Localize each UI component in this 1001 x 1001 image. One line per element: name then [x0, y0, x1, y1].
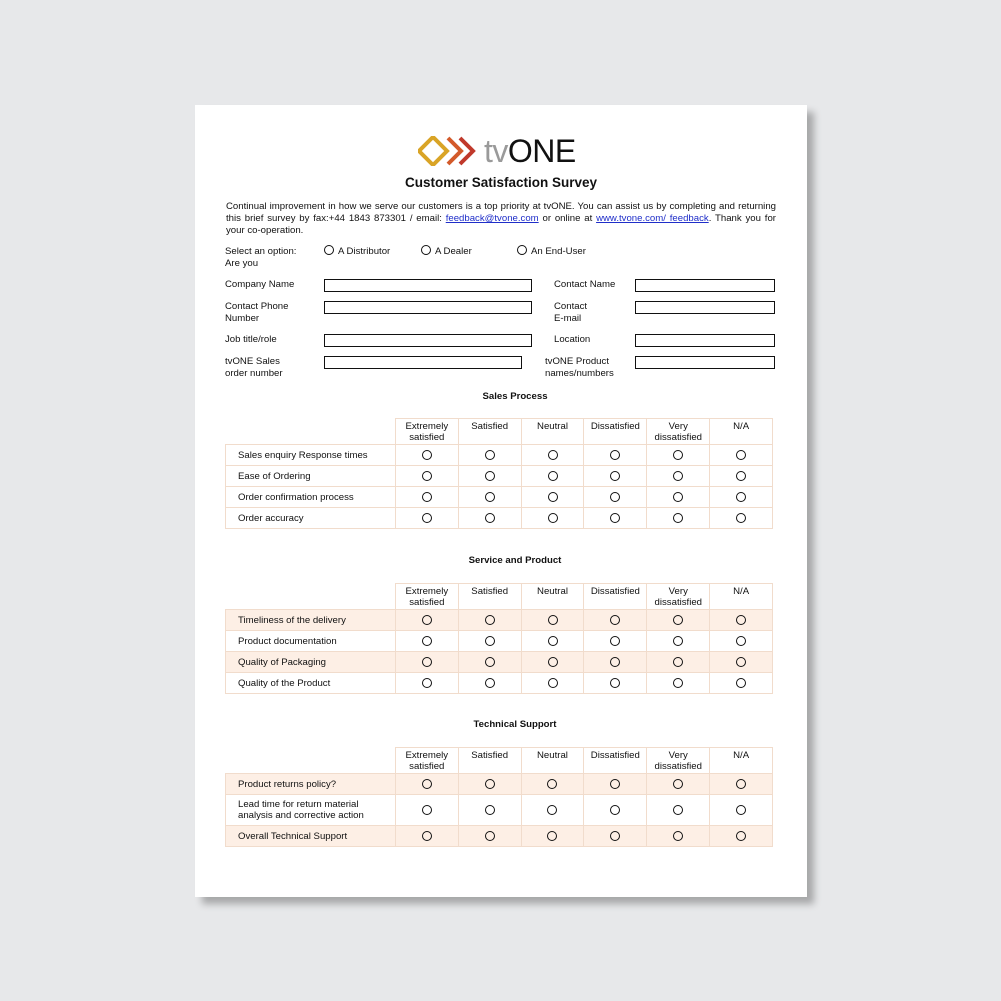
rating-radio[interactable] [673, 513, 683, 523]
rating-radio[interactable] [422, 779, 432, 789]
rating-radio[interactable] [548, 636, 558, 646]
rating-radio[interactable] [736, 492, 746, 502]
rating-radio[interactable] [673, 805, 683, 815]
rating-radio[interactable] [736, 678, 746, 688]
rating-radio[interactable] [673, 450, 683, 460]
rating-radio[interactable] [485, 779, 495, 789]
table-row [226, 466, 773, 487]
row-label: Product returns policy? [226, 774, 396, 795]
row-label: Quality of Packaging [226, 652, 396, 673]
scale-header: Very dissatisfied [647, 584, 710, 610]
rating-radio[interactable] [736, 615, 746, 625]
company-name-field[interactable] [324, 279, 532, 292]
rating-radio[interactable] [736, 513, 746, 523]
row-label: Timeliness of the delivery [226, 610, 396, 631]
table-row [226, 445, 773, 466]
sales-order-line1: tvONE Sales [225, 356, 280, 367]
option-end-user[interactable] [517, 246, 586, 258]
scale-header: Extremely satisfied [395, 584, 458, 610]
intro-text-3: . Thank you for your co-operation. [226, 213, 776, 236]
select-label-line2: Are you [225, 258, 259, 269]
rating-radio[interactable] [610, 513, 620, 523]
scale-header: Very dissatisfied [647, 748, 710, 774]
rating-radio[interactable] [610, 805, 620, 815]
rating-radio[interactable] [548, 657, 558, 667]
intro-text-1: Continual improvement in how we serve our customers is a top priority at tvONE. You can assist us by completing and returning this brief survey by fax:+44 1843 873301 / email: [226, 201, 776, 224]
table-row [226, 508, 773, 529]
rating-radio[interactable] [610, 471, 620, 481]
radio-icon[interactable] [421, 245, 431, 255]
scale-header-row [226, 748, 773, 774]
logo-tv: tv [484, 133, 508, 169]
contact-phone-line2: Number [225, 313, 260, 324]
table-row [226, 795, 773, 826]
rating-radio[interactable] [422, 513, 432, 523]
contact-email-field[interactable] [635, 301, 775, 314]
technical-support-table [225, 747, 773, 847]
scale-header: Neutral [521, 584, 584, 610]
rating-radio[interactable] [422, 805, 432, 815]
scale-header: Extremely satisfied [395, 419, 458, 445]
product-names-line1: tvONE Product [545, 356, 609, 367]
option-label: A Dealer [435, 246, 472, 257]
rating-radio[interactable] [610, 831, 620, 841]
scale-header: N/A [710, 748, 773, 774]
rating-radio[interactable] [610, 492, 620, 502]
page-title: Customer Satisfaction Survey [404, 175, 598, 190]
location-label: Location [554, 334, 591, 345]
contact-phone-field[interactable] [324, 301, 532, 314]
rating-radio[interactable] [422, 615, 432, 625]
rating-radio[interactable] [610, 678, 620, 688]
option-distributor[interactable] [324, 246, 390, 258]
rating-radio[interactable] [548, 450, 558, 460]
option-dealer[interactable] [421, 246, 472, 258]
rating-radio[interactable] [422, 678, 432, 688]
job-title-label: Job title/role [225, 334, 277, 345]
rating-radio[interactable] [736, 450, 746, 460]
table-row [226, 774, 773, 795]
rating-radio[interactable] [422, 471, 432, 481]
contact-email-line1: Contact [554, 301, 588, 312]
rating-radio[interactable] [610, 615, 620, 625]
sales-process-table [225, 418, 773, 529]
survey-page [195, 105, 807, 897]
rating-radio[interactable] [736, 471, 746, 481]
rating-radio[interactable] [485, 657, 495, 667]
select-option-label [225, 246, 296, 270]
select-label-line1: Select an option: [225, 246, 297, 257]
scale-header: Satisfied [458, 419, 521, 445]
scale-header: Satisfied [458, 748, 521, 774]
location-field[interactable] [635, 334, 775, 347]
option-label: An End-User [531, 246, 586, 257]
intro-text-2: or online at [538, 213, 597, 224]
rating-radio[interactable] [485, 805, 495, 815]
rating-radio[interactable] [422, 657, 432, 667]
rating-radio[interactable] [485, 513, 495, 523]
rating-radio[interactable] [736, 779, 746, 789]
rating-radio[interactable] [422, 636, 432, 646]
rating-radio[interactable] [422, 831, 432, 841]
table-row [226, 652, 773, 673]
table-row [226, 487, 773, 508]
row-label: Order confirmation process [226, 487, 396, 508]
option-label: A Distributor [338, 246, 391, 257]
feedback-email-link[interactable]: feedback@tvone.com [445, 213, 539, 224]
row-label: Sales enquiry Response times [226, 445, 396, 466]
rating-radio[interactable] [547, 805, 557, 815]
row-label: Ease of Ordering [226, 466, 396, 487]
contact-email-line2: E-mail [554, 313, 582, 324]
rating-radio[interactable] [548, 678, 558, 688]
scale-header: Neutral [521, 419, 584, 445]
rating-radio[interactable] [673, 636, 683, 646]
rating-radio[interactable] [673, 657, 683, 667]
rating-radio[interactable] [548, 513, 558, 523]
rating-radio[interactable] [673, 678, 683, 688]
company-name-label: Company Name [225, 279, 295, 290]
product-names-field[interactable] [635, 356, 775, 369]
product-names-label [545, 356, 614, 380]
table-row [226, 631, 773, 652]
section-title-service-product: Service and Product [468, 555, 562, 566]
table-row [226, 610, 773, 631]
row-label: Lead time for return material analysis and corrective action [226, 795, 396, 826]
contact-email-label [554, 301, 587, 325]
section-title-technical-support: Technical Support [473, 719, 557, 730]
feedback-url-link[interactable]: www.tvone.com/ feedback [596, 213, 709, 224]
service-product-table [225, 583, 773, 694]
contact-name-field[interactable] [635, 279, 775, 292]
rating-radio[interactable] [610, 636, 620, 646]
rating-radio[interactable] [548, 471, 558, 481]
section-title-sales-process: Sales Process [482, 391, 548, 402]
intro-paragraph [226, 201, 776, 237]
row-label: Overall Technical Support [226, 826, 396, 847]
rating-radio[interactable] [548, 492, 558, 502]
tvone-logo [418, 129, 588, 173]
job-title-field[interactable] [324, 334, 532, 347]
rating-radio[interactable] [610, 657, 620, 667]
scale-header: N/A [710, 584, 773, 610]
rating-radio[interactable] [485, 492, 495, 502]
table-row [226, 826, 773, 847]
rating-radio[interactable] [673, 615, 683, 625]
rating-radio[interactable] [485, 471, 495, 481]
scale-header-row [226, 419, 773, 445]
row-label: Order accuracy [226, 508, 396, 529]
rating-radio[interactable] [485, 636, 495, 646]
rating-radio[interactable] [736, 831, 746, 841]
rating-radio[interactable] [673, 831, 683, 841]
sales-order-line2: order number [225, 368, 283, 379]
rating-radio[interactable] [485, 831, 495, 841]
rating-radio[interactable] [610, 779, 620, 789]
rating-radio[interactable] [485, 450, 495, 460]
chevron-logo-icon [418, 136, 480, 166]
rating-radio[interactable] [673, 471, 683, 481]
scale-header: Dissatisfied [584, 419, 647, 445]
scale-header: Very dissatisfied [647, 419, 710, 445]
rating-radio[interactable] [610, 450, 620, 460]
scale-header: Satisfied [458, 584, 521, 610]
scale-header: Dissatisfied [584, 748, 647, 774]
rating-radio[interactable] [422, 450, 432, 460]
rating-radio[interactable] [547, 779, 557, 789]
row-label: Product documentation [226, 631, 396, 652]
radio-icon[interactable] [517, 245, 527, 255]
scale-header: Neutral [521, 748, 584, 774]
sales-order-field[interactable] [324, 356, 522, 369]
rating-radio[interactable] [673, 779, 683, 789]
rating-radio[interactable] [485, 678, 495, 688]
scale-header-row [226, 584, 773, 610]
contact-phone-line1: Contact Phone [225, 301, 289, 312]
rating-radio[interactable] [736, 657, 746, 667]
scale-header: Extremely satisfied [395, 748, 458, 774]
rating-radio[interactable] [485, 615, 495, 625]
logo-one: ONE [507, 133, 576, 169]
rating-radio[interactable] [548, 615, 558, 625]
radio-icon[interactable] [324, 245, 334, 255]
sales-order-label [225, 356, 283, 380]
product-names-line2: names/numbers [545, 368, 614, 379]
contact-name-label: Contact Name [554, 279, 616, 290]
row-label: Quality of the Product [226, 673, 396, 694]
rating-radio[interactable] [736, 805, 746, 815]
rating-radio[interactable] [673, 492, 683, 502]
rating-radio[interactable] [736, 636, 746, 646]
scale-header: Dissatisfied [584, 584, 647, 610]
scale-header: N/A [710, 419, 773, 445]
table-row [226, 673, 773, 694]
rating-radio[interactable] [547, 831, 557, 841]
rating-radio[interactable] [422, 492, 432, 502]
contact-phone-label [225, 301, 288, 325]
